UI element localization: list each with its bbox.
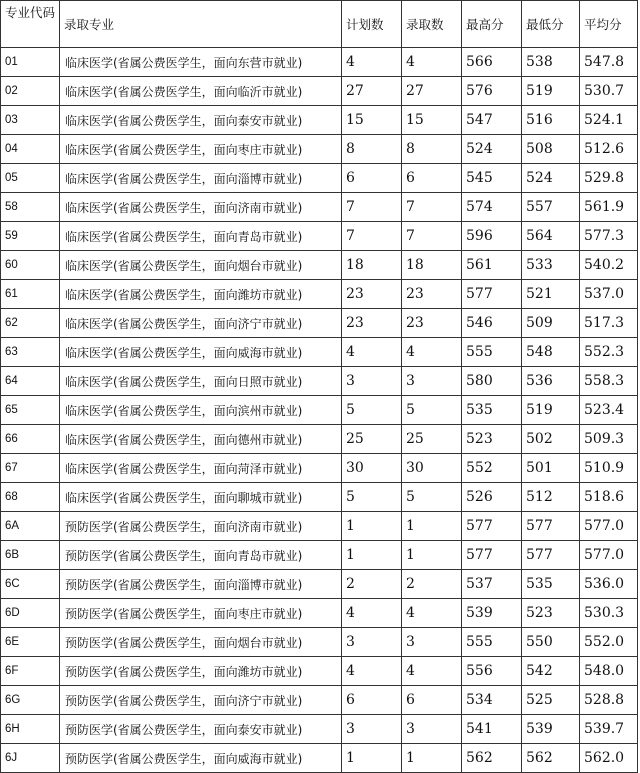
- cell-code: 02: [1, 77, 60, 106]
- cell-avg: 577.3: [580, 222, 638, 251]
- cell-min: 542: [522, 657, 580, 686]
- cell-plan: 2: [342, 570, 402, 599]
- cell-max: 523: [462, 425, 522, 454]
- cell-min: 536: [522, 367, 580, 396]
- cell-code: 6G: [1, 686, 60, 715]
- cell-avg: 517.3: [580, 309, 638, 338]
- cell-admitted: 5: [402, 396, 462, 425]
- cell-avg: 552.3: [580, 338, 638, 367]
- cell-max: 574: [462, 193, 522, 222]
- table-row: [1, 222, 638, 251]
- cell-plan: 30: [342, 454, 402, 483]
- table-row: [1, 367, 638, 396]
- cell-plan: 15: [342, 106, 402, 135]
- cell-plan: 25: [342, 425, 402, 454]
- cell-plan: 4: [342, 599, 402, 628]
- cell-major: 临床医学(省属公费医学生，面向德州市就业): [60, 425, 342, 454]
- cell-max: 566: [462, 48, 522, 77]
- cell-admitted: 15: [402, 106, 462, 135]
- cell-code: 63: [1, 338, 60, 367]
- cell-plan: 5: [342, 483, 402, 512]
- cell-major: 临床医学(省属公费医学生，面向济宁市就业): [60, 309, 342, 338]
- cell-min: 519: [522, 396, 580, 425]
- header-admitted: 录取数: [402, 1, 462, 48]
- cell-plan: 4: [342, 657, 402, 686]
- cell-code: 60: [1, 251, 60, 280]
- cell-max: 555: [462, 338, 522, 367]
- cell-max: 541: [462, 715, 522, 744]
- cell-min: 521: [522, 280, 580, 309]
- cell-plan: 5: [342, 396, 402, 425]
- cell-avg: 512.6: [580, 135, 638, 164]
- header-max: 最高分: [462, 1, 522, 48]
- cell-major: 预防医学(省属公费医学生，面向青岛市就业): [60, 541, 342, 570]
- cell-major: 临床医学(省属公费医学生，面向烟台市就业): [60, 251, 342, 280]
- cell-code: 6C: [1, 570, 60, 599]
- cell-major: 临床医学(省属公费医学生，面向潍坊市就业): [60, 280, 342, 309]
- cell-min: 525: [522, 686, 580, 715]
- cell-plan: 1: [342, 512, 402, 541]
- table-row: [1, 280, 638, 309]
- table-row: [1, 338, 638, 367]
- cell-plan: 1: [342, 744, 402, 773]
- header-min: 最低分: [522, 1, 580, 48]
- cell-major: 临床医学(省属公费医学生，面向威海市就业): [60, 338, 342, 367]
- cell-plan: 6: [342, 686, 402, 715]
- cell-avg: 528.8: [580, 686, 638, 715]
- cell-admitted: 18: [402, 251, 462, 280]
- cell-avg: 523.4: [580, 396, 638, 425]
- cell-major: 预防医学(省属公费医学生，面向济南市就业): [60, 512, 342, 541]
- cell-admitted: 7: [402, 222, 462, 251]
- cell-plan: 7: [342, 193, 402, 222]
- cell-plan: 4: [342, 338, 402, 367]
- cell-avg: 558.3: [580, 367, 638, 396]
- cell-min: 577: [522, 541, 580, 570]
- cell-plan: 4: [342, 48, 402, 77]
- table-row: [1, 106, 638, 135]
- cell-min: 535: [522, 570, 580, 599]
- header-row: [1, 1, 638, 48]
- cell-admitted: 1: [402, 541, 462, 570]
- cell-major: 预防医学(省属公费医学生，面向淄博市就业): [60, 570, 342, 599]
- cell-min: 524: [522, 164, 580, 193]
- table-row: [1, 744, 638, 773]
- cell-code: 6D: [1, 599, 60, 628]
- cell-code: 65: [1, 396, 60, 425]
- cell-max: 546: [462, 309, 522, 338]
- cell-min: 577: [522, 512, 580, 541]
- cell-min: 516: [522, 106, 580, 135]
- table-row: [1, 164, 638, 193]
- cell-plan: 3: [342, 628, 402, 657]
- cell-admitted: 1: [402, 744, 462, 773]
- table-row: [1, 686, 638, 715]
- header-plan: 计划数: [342, 1, 402, 48]
- header-major: 录取专业: [60, 1, 342, 48]
- cell-avg: 561.9: [580, 193, 638, 222]
- cell-plan: 7: [342, 222, 402, 251]
- cell-plan: 8: [342, 135, 402, 164]
- cell-admitted: 1: [402, 512, 462, 541]
- cell-max: 526: [462, 483, 522, 512]
- cell-admitted: 30: [402, 454, 462, 483]
- cell-max: 545: [462, 164, 522, 193]
- cell-code: 6A: [1, 512, 60, 541]
- cell-major: 临床医学(省属公费医学生，面向泰安市就业): [60, 106, 342, 135]
- cell-avg: 530.3: [580, 599, 638, 628]
- cell-admitted: 8: [402, 135, 462, 164]
- cell-code: 66: [1, 425, 60, 454]
- cell-avg: 540.2: [580, 251, 638, 280]
- cell-admitted: 4: [402, 48, 462, 77]
- cell-code: 6F: [1, 657, 60, 686]
- table-row: [1, 251, 638, 280]
- cell-admitted: 6: [402, 164, 462, 193]
- table-row: [1, 48, 638, 77]
- cell-admitted: 3: [402, 367, 462, 396]
- cell-min: 523: [522, 599, 580, 628]
- cell-code: 6H: [1, 715, 60, 744]
- cell-avg: 509.3: [580, 425, 638, 454]
- cell-avg: 510.9: [580, 454, 638, 483]
- cell-admitted: 23: [402, 280, 462, 309]
- cell-max: 562: [462, 744, 522, 773]
- cell-avg: 552.0: [580, 628, 638, 657]
- cell-major: 临床医学(省属公费医学生，面向济南市就业): [60, 193, 342, 222]
- cell-avg: 530.7: [580, 77, 638, 106]
- cell-major: 临床医学(省属公费医学生，面向聊城市就业): [60, 483, 342, 512]
- cell-code: 58: [1, 193, 60, 222]
- cell-plan: 23: [342, 309, 402, 338]
- cell-admitted: 3: [402, 715, 462, 744]
- cell-major: 预防医学(省属公费医学生，面向潍坊市就业): [60, 657, 342, 686]
- cell-major: 临床医学(省属公费医学生，面向日照市就业): [60, 367, 342, 396]
- cell-max: 547: [462, 106, 522, 135]
- cell-major: 临床医学(省属公费医学生，面向临沂市就业): [60, 77, 342, 106]
- cell-max: 577: [462, 541, 522, 570]
- table-row: [1, 135, 638, 164]
- cell-max: 555: [462, 628, 522, 657]
- cell-admitted: 3: [402, 628, 462, 657]
- table-row: [1, 483, 638, 512]
- cell-major: 临床医学(省属公费医学生，面向菏泽市就业): [60, 454, 342, 483]
- cell-max: 556: [462, 657, 522, 686]
- header-avg: 平均分: [580, 1, 638, 48]
- table-row: [1, 454, 638, 483]
- table-row: [1, 541, 638, 570]
- cell-max: 535: [462, 396, 522, 425]
- cell-admitted: 5: [402, 483, 462, 512]
- cell-avg: 539.7: [580, 715, 638, 744]
- cell-code: 61: [1, 280, 60, 309]
- cell-code: 59: [1, 222, 60, 251]
- cell-max: 537: [462, 570, 522, 599]
- cell-min: 533: [522, 251, 580, 280]
- cell-max: 524: [462, 135, 522, 164]
- cell-min: 538: [522, 48, 580, 77]
- cell-admitted: 25: [402, 425, 462, 454]
- cell-admitted: 4: [402, 657, 462, 686]
- cell-avg: 577.0: [580, 512, 638, 541]
- cell-max: 539: [462, 599, 522, 628]
- cell-min: 564: [522, 222, 580, 251]
- cell-plan: 3: [342, 715, 402, 744]
- cell-min: 501: [522, 454, 580, 483]
- cell-code: 04: [1, 135, 60, 164]
- cell-min: 512: [522, 483, 580, 512]
- cell-plan: 18: [342, 251, 402, 280]
- cell-code: 64: [1, 367, 60, 396]
- table-row: [1, 628, 638, 657]
- cell-max: 596: [462, 222, 522, 251]
- cell-admitted: 4: [402, 338, 462, 367]
- cell-min: 519: [522, 77, 580, 106]
- cell-code: 01: [1, 48, 60, 77]
- cell-major: 预防医学(省属公费医学生，面向泰安市就业): [60, 715, 342, 744]
- cell-plan: 3: [342, 367, 402, 396]
- cell-code: 03: [1, 106, 60, 135]
- cell-avg: 562.0: [580, 744, 638, 773]
- cell-major: 临床医学(省属公费医学生，面向淄博市就业): [60, 164, 342, 193]
- table-row: [1, 657, 638, 686]
- cell-avg: 548.0: [580, 657, 638, 686]
- cell-code: 6J: [1, 744, 60, 773]
- cell-major: 预防医学(省属公费医学生，面向济宁市就业): [60, 686, 342, 715]
- cell-max: 577: [462, 512, 522, 541]
- cell-plan: 27: [342, 77, 402, 106]
- table-row: [1, 396, 638, 425]
- header-code: 专业代码: [1, 1, 60, 48]
- cell-major: 临床医学(省属公费医学生，面向枣庄市就业): [60, 135, 342, 164]
- cell-max: 552: [462, 454, 522, 483]
- cell-avg: 537.0: [580, 280, 638, 309]
- cell-avg: 524.1: [580, 106, 638, 135]
- cell-avg: 577.0: [580, 541, 638, 570]
- cell-plan: 23: [342, 280, 402, 309]
- cell-max: 577: [462, 280, 522, 309]
- cell-max: 534: [462, 686, 522, 715]
- cell-admitted: 2: [402, 570, 462, 599]
- table-row: [1, 193, 638, 222]
- cell-avg: 547.8: [580, 48, 638, 77]
- table-row: [1, 715, 638, 744]
- cell-admitted: 27: [402, 77, 462, 106]
- cell-min: 509: [522, 309, 580, 338]
- cell-min: 562: [522, 744, 580, 773]
- table-row: [1, 570, 638, 599]
- cell-max: 580: [462, 367, 522, 396]
- cell-code: 6B: [1, 541, 60, 570]
- table-row: [1, 512, 638, 541]
- cell-min: 539: [522, 715, 580, 744]
- cell-max: 561: [462, 251, 522, 280]
- cell-admitted: 23: [402, 309, 462, 338]
- cell-admitted: 7: [402, 193, 462, 222]
- cell-code: 68: [1, 483, 60, 512]
- cell-admitted: 4: [402, 599, 462, 628]
- table-row: [1, 309, 638, 338]
- cell-plan: 6: [342, 164, 402, 193]
- cell-avg: 518.6: [580, 483, 638, 512]
- cell-code: 62: [1, 309, 60, 338]
- cell-avg: 529.8: [580, 164, 638, 193]
- cell-min: 557: [522, 193, 580, 222]
- table-row: [1, 425, 638, 454]
- cell-code: 67: [1, 454, 60, 483]
- cell-max: 576: [462, 77, 522, 106]
- cell-avg: 536.0: [580, 570, 638, 599]
- cell-major: 临床医学(省属公费医学生，面向青岛市就业): [60, 222, 342, 251]
- table-row: [1, 599, 638, 628]
- table-row: [1, 77, 638, 106]
- cell-code: 6E: [1, 628, 60, 657]
- cell-major: 预防医学(省属公费医学生，面向威海市就业): [60, 744, 342, 773]
- cell-min: 508: [522, 135, 580, 164]
- cell-major: 预防医学(省属公费医学生，面向枣庄市就业): [60, 599, 342, 628]
- cell-major: 临床医学(省属公费医学生，面向滨州市就业): [60, 396, 342, 425]
- cell-major: 预防医学(省属公费医学生，面向烟台市就业): [60, 628, 342, 657]
- cell-min: 548: [522, 338, 580, 367]
- cell-major: 临床医学(省属公费医学生，面向东营市就业): [60, 48, 342, 77]
- cell-admitted: 6: [402, 686, 462, 715]
- cell-plan: 1: [342, 541, 402, 570]
- cell-min: 502: [522, 425, 580, 454]
- cell-min: 550: [522, 628, 580, 657]
- cell-code: 05: [1, 164, 60, 193]
